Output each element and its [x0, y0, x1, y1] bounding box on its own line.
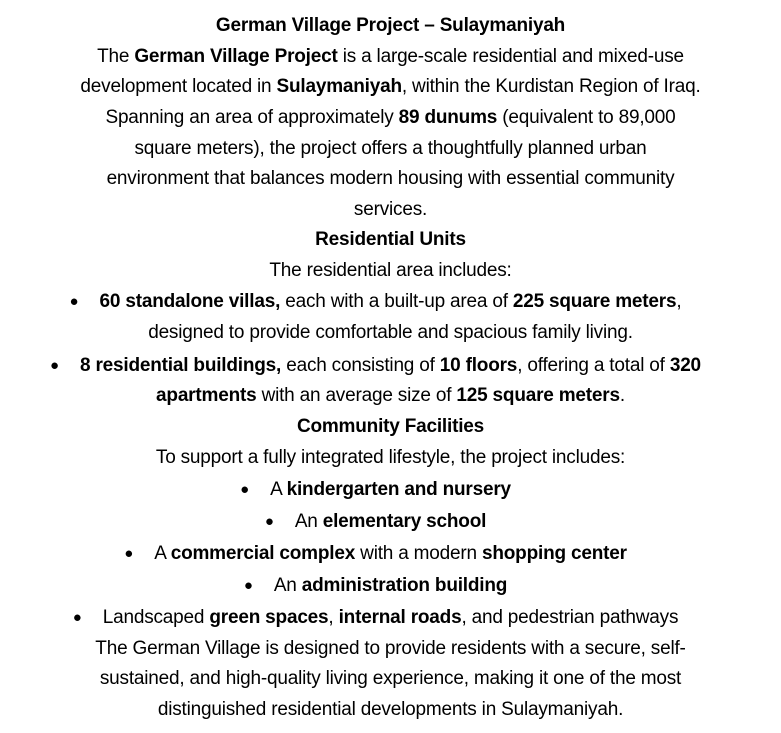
- bold-text: Sulaymaniyah: [276, 76, 402, 97]
- bullet-icon: ●: [243, 577, 253, 594]
- bold-text: 89 dunums: [398, 107, 498, 128]
- text: A: [154, 543, 171, 564]
- list-item-line: [0, 542, 781, 566]
- list-item-line: [0, 354, 781, 378]
- intro-line: [0, 45, 781, 69]
- text: Spanning an area of approximately: [105, 107, 399, 128]
- text: designed to provide comfortable and spacious family living.: [148, 322, 633, 343]
- bold-text: commercial complex: [170, 543, 356, 564]
- text: services.: [353, 199, 428, 220]
- bullet-icon: ●: [50, 357, 60, 374]
- bold-text: green spaces: [209, 607, 329, 628]
- text: environment that balances modern housing with essential community: [106, 168, 675, 189]
- text: , within the Kurdistan Region of Iraq.: [401, 76, 701, 97]
- text: , and pedestrian pathways: [461, 607, 679, 628]
- intro-line: [0, 137, 781, 161]
- closing-line: sustained, and high-quality living experience, making it one of the most: [99, 668, 682, 689]
- list-item-line: [0, 384, 781, 408]
- bold-text: shopping center: [482, 543, 627, 564]
- text: Landscaped: [102, 607, 210, 628]
- list-item-line: [0, 478, 781, 502]
- bold-text: elementary school: [322, 511, 487, 532]
- text: is a large-scale residential and mixed-use: [337, 46, 684, 67]
- text: An: [273, 575, 302, 596]
- bold-text: German Village Project: [134, 46, 338, 67]
- intro-line: [0, 75, 781, 99]
- text: (equivalent to 89,000: [497, 107, 676, 128]
- text: ,: [328, 607, 339, 628]
- text: each consisting of: [281, 355, 440, 376]
- text: each with a built-up area of: [280, 291, 513, 312]
- intro-line: [0, 106, 781, 130]
- community-heading: Community Facilities: [296, 416, 485, 437]
- bold-text: internal roads: [338, 607, 462, 628]
- bold-text: 8 residential buildings,: [80, 355, 282, 376]
- text: square meters), the project offers a thoughtfully planned urban: [134, 138, 647, 159]
- bold-text: apartments: [156, 385, 257, 406]
- text: with a modern: [355, 543, 482, 564]
- bullet-icon: ●: [124, 545, 134, 562]
- list-item-line: [0, 574, 781, 598]
- document-title: German Village Project – Sulaymaniyah: [215, 15, 566, 36]
- list-item-line: [0, 606, 781, 630]
- intro-line: [0, 167, 781, 191]
- bold-text: kindergarten and nursery: [286, 479, 511, 500]
- bullet-icon: ●: [264, 513, 274, 530]
- community-lead: To support a fully integrated lifestyle, the project includes:: [155, 447, 626, 468]
- intro-line: [0, 198, 781, 222]
- closing-line: distinguished residential developments in Sulaymaniyah.: [157, 699, 624, 720]
- bold-text: administration building: [301, 575, 508, 596]
- bold-text: 125 square meters: [456, 385, 620, 406]
- text: The: [97, 46, 135, 67]
- text: , offering a total of: [517, 355, 670, 376]
- list-item-line: [0, 290, 781, 314]
- residential-heading: Residential Units: [315, 229, 466, 250]
- text: An: [294, 511, 323, 532]
- bold-text: 10 floors: [439, 355, 518, 376]
- bullet-icon: ●: [69, 293, 79, 310]
- residential-lead: The residential area includes:: [269, 260, 512, 281]
- closing-line: The German Village is designed to provide residents with a secure, self-: [95, 638, 686, 659]
- bullet-icon: ●: [72, 609, 82, 626]
- bullet-icon: ●: [240, 481, 250, 498]
- text: ,: [676, 291, 682, 312]
- list-item-line: [0, 321, 781, 345]
- text: A: [270, 479, 287, 500]
- bold-text: 225 square meters: [512, 291, 677, 312]
- list-item-line: [0, 510, 781, 534]
- text: development located in: [80, 76, 277, 97]
- bold-text: 320: [669, 355, 701, 376]
- text: .: [619, 385, 625, 406]
- bold-text: 60 standalone villas,: [99, 291, 281, 312]
- text: with an average size of: [256, 385, 457, 406]
